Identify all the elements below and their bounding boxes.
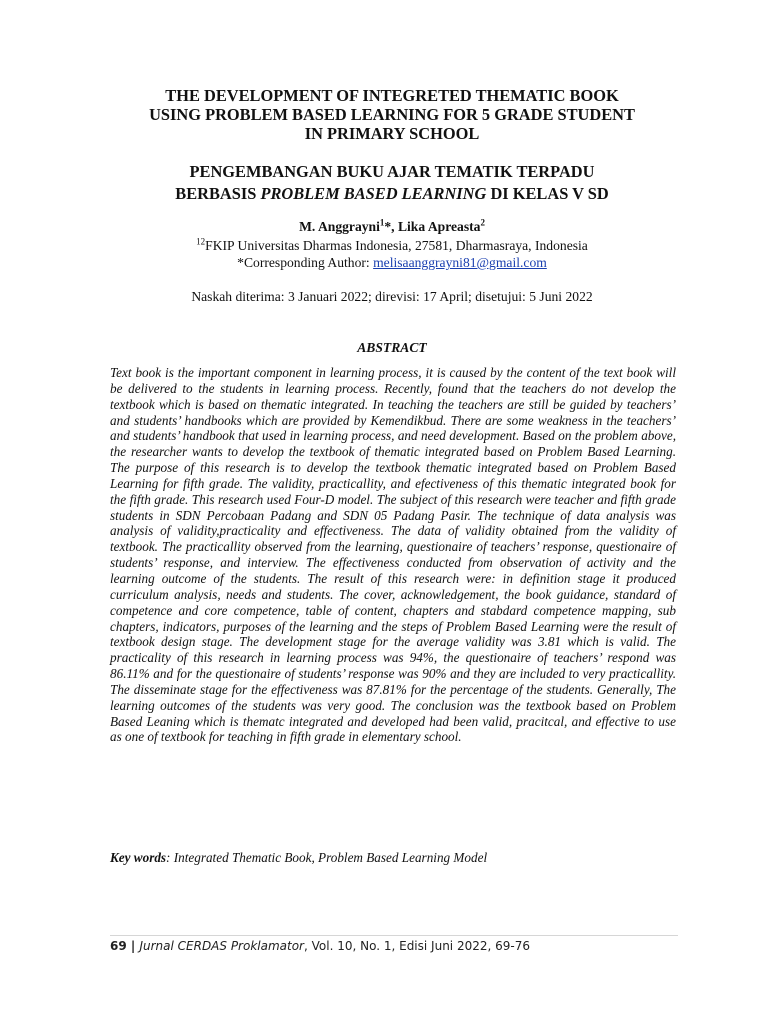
footer-divider: [110, 935, 678, 936]
affiliation: [100, 237, 684, 254]
indonesian-title: [100, 161, 684, 205]
author-list: [100, 218, 684, 235]
indonesian-title-line-2: [100, 183, 684, 205]
keywords-label: Key words: [110, 850, 167, 865]
corresponding-author: [100, 254, 684, 271]
abstract-body: Text book is the important component in learning process, it is caused by the content of the text book will be delivered to the students in learning process. Recently, found that the teachers do not develop the textbook which is based on thematic integrated. In teaching the teachers are still be guided by teachers’ and students’ handbooks which are provided by Kemendikbud. There are some weakness in the teachers’ and students’ handbook that used in learning process, and need development. Based on the problem above, the researcher wants to develop the textbook of thematic integrated based on Problem Based Learning. The purpose of this research is to develop the textbook thematic integrated based on Problem Based Learning for fifth grade. The validity, practicallity, and efectiveness of this thematic integrated book for the fifth grade. This research used Four-D model. The subject of this research were teacher and fifth grade students in SDN Percobaan Padang and SDN 05 Padang Pasir. The technique of data analysis was analysis of validity,practicality and effectiveness. The data of validity obtained from the validity of textbook. The practicallity observed from the learning, questionaire of teachers’ response, questionaire of students’ response, and interview. The effectiveness conducted from observation of activity and the learning outcome of the students. The result of this research were: in definition stage it produced curriculum analysis, needs and students. The cover, acknowledgement, the book guidance, standard of competence and core competence, table of content, chapters and stabdard competence mapping, sub chapters, indicators, purposes of the learning and the steps of Problem Based Learning were the result of textbook design stage. The development stage for the average validity was 3.81 which is valid. The practicality of this research in learning process was 94%, the questionaire of teachers’ respond was 86.11% and for the questionaire of students’ response was 90% and they are included to very practicallity. The disseminate stage for the effectiveness was 87.81% for the percentage of the students. Generally, The learning outcomes of the students was very good. The conclusion was the textbook based on Problem Based Leaning which is thematc integrated and developed had been valid, pracitcal, and effective to use as one of textbook for teaching in fifth grade in elementary school.: [110, 365, 676, 745]
indonesian-title-suffix: DI KELAS V SD: [486, 184, 609, 203]
author-1-name: M. Anggrayni: [299, 219, 380, 234]
author-2-name: Lika Apreasta: [397, 219, 481, 234]
indonesian-title-italic: PROBLEM BASED LEARNING: [260, 184, 487, 203]
submission-dates: Naskah diterima: 3 Januari 2022; direvisi: 17 April; disetujui: 5 Juni 2022: [191, 289, 593, 304]
page-number: 69: [110, 939, 127, 953]
indonesian-title-line-1: PENGEMBANGAN BUKU AJAR TEMATIK TERPADU: [189, 162, 595, 181]
page-footer: [110, 938, 678, 954]
author-2-superscript: 2: [480, 217, 485, 228]
journal-name: Jurnal CERDAS Proklamator: [139, 939, 304, 953]
english-title-line-1: THE DEVELOPMENT OF INTEGRETED THEMATIC BOOK: [165, 86, 619, 105]
english-title-line-2: USING PROBLEM BASED LEARNING FOR 5 GRADE STUDENT: [149, 105, 635, 124]
corresponding-author-label: *Corresponding Author:: [237, 255, 374, 270]
corresponding-email-link[interactable]: melisaanggrayni81@gmail.com: [373, 255, 547, 270]
footer-separator: |: [126, 939, 140, 953]
keywords: [110, 850, 676, 866]
indonesian-title-prefix: BERBASIS: [175, 184, 261, 203]
author-1-mark: *,: [384, 219, 398, 234]
affiliation-superscript: 12: [196, 236, 206, 247]
keywords-text: : Integrated Thematic Book, Problem Based Learning Model: [166, 850, 488, 865]
english-title-line-3: IN PRIMARY SCHOOL: [304, 124, 480, 143]
english-title: [100, 86, 684, 143]
journal-details: , Vol. 10, No. 1, Edisi Juni 2022, 69-76: [304, 939, 530, 953]
abstract-heading: ABSTRACT: [357, 340, 427, 355]
affiliation-text: FKIP Universitas Dharmas Indonesia, 27581, Dharmasraya, Indonesia: [205, 238, 588, 253]
author-1-superscript: 1: [379, 217, 385, 228]
